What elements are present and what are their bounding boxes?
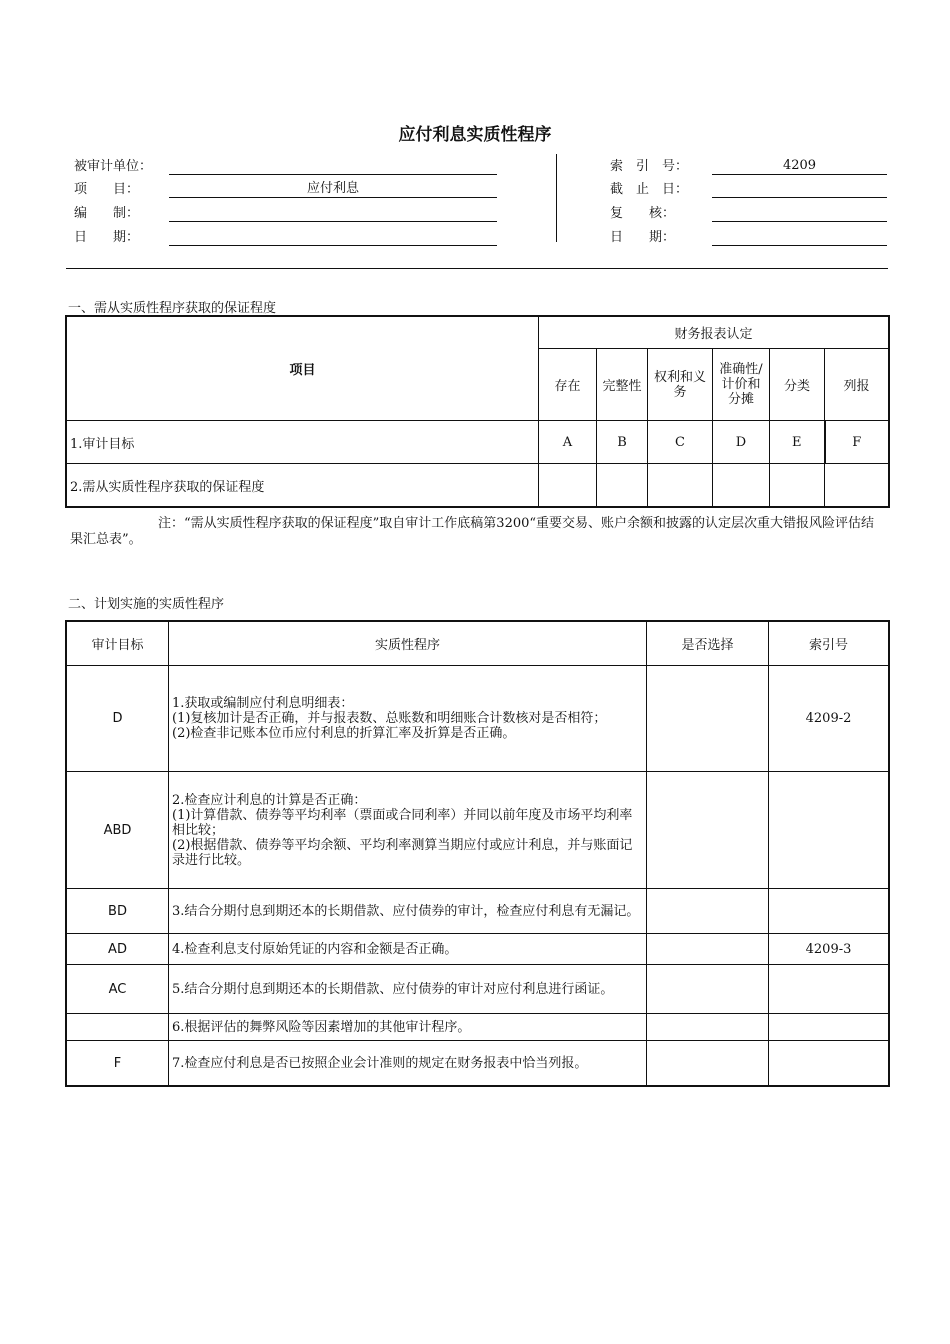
selected-cell[interactable]: [647, 666, 769, 772]
table-row: [67, 772, 889, 889]
index-cell[interactable]: [769, 965, 889, 1014]
cell-existence[interactable]: [539, 464, 597, 507]
selected-cell[interactable]: [647, 889, 769, 934]
table-row: [67, 965, 889, 1014]
auditee-label: 被审计单位：: [74, 159, 153, 174]
row-label: 1.审计目标: [67, 421, 539, 464]
col-index: 索引号: [769, 622, 889, 666]
table-row: [67, 464, 889, 507]
col-rights: 权利和义务: [648, 349, 713, 421]
col-existence: 存在: [539, 349, 597, 421]
cell-classification[interactable]: [770, 464, 825, 507]
index-cell[interactable]: [769, 1014, 889, 1041]
cutoff-field[interactable]: [712, 180, 887, 198]
procedure-text: 3.结合分期付息到期还本的长期借款、应付债券的审计，检查应付利息有无漏记。: [169, 889, 647, 934]
col-accuracy: 准确性/计价和分摊: [713, 349, 770, 421]
procedure-text: 6.根据评估的舞弊风险等因素增加的其他审计程序。: [169, 1014, 647, 1041]
reviewer-label: 复 核：: [610, 206, 676, 221]
prep-date-field[interactable]: [169, 228, 497, 246]
index-cell[interactable]: 4209-3: [769, 934, 889, 965]
audit-target: [67, 1014, 169, 1041]
audit-target: AD: [67, 934, 169, 965]
col-procedure: 实质性程序: [169, 622, 647, 666]
reviewer-field[interactable]: [712, 204, 887, 222]
header-divider: [556, 154, 557, 242]
col-selected: 是否选择: [647, 622, 769, 666]
col-classification: 分类: [770, 349, 825, 421]
cell-e[interactable]: E: [770, 421, 825, 464]
col-presentation: 列报: [825, 349, 889, 421]
index-cell[interactable]: [769, 889, 889, 934]
review-date-label: 日 期：: [610, 230, 676, 245]
index-cell[interactable]: [769, 772, 889, 889]
procedure-text: 5.结合分期付息到期还本的长期借款、应付债券的审计对应付利息进行函证。: [169, 965, 647, 1014]
row-label: 2.需从实质性程序获取的保证程度: [67, 464, 539, 507]
procedure-text: 2.检查应计利息的计算是否正确： (1)计算借款、债券等平均利率（票面或合同利率）并同以前年度及市场平均利率相比较； (2)根据借款、债券等平均余额、平均利率测算当期应付或应计利息，并与账面记录进行比较。: [169, 772, 647, 889]
table-row: [67, 1041, 889, 1086]
section1-heading: 一、需从实质性程序获取的保证程度: [68, 301, 277, 316]
review-date-field[interactable]: [712, 228, 887, 246]
header-separator: [66, 268, 888, 269]
assertion-group-header: 财务报表认定: [539, 317, 889, 349]
table-row: [67, 1014, 889, 1041]
item-header: 项目: [67, 317, 539, 421]
selected-cell[interactable]: [647, 1014, 769, 1041]
index-cell[interactable]: [769, 1041, 889, 1086]
index-cell[interactable]: 4209-2: [769, 666, 889, 772]
preparer-field[interactable]: [169, 204, 497, 222]
selected-cell[interactable]: [647, 1041, 769, 1086]
cell-completeness[interactable]: [597, 464, 648, 507]
audit-target: ABD: [67, 772, 169, 889]
audit-target: D: [67, 666, 169, 772]
table-row: [67, 666, 889, 772]
procedure-text: 4.检查利息支付原始凭证的内容和金额是否正确。: [169, 934, 647, 965]
table-row: [67, 934, 889, 965]
section1-note: 注：“需从实质性程序获取的保证程度”取自审计工作底稿第3200“重要交易、账户余额和披露的认定层次重大错报风险评估结果汇总表”。: [70, 516, 875, 547]
project-field[interactable]: 应付利息: [169, 180, 497, 198]
cell-accuracy[interactable]: [713, 464, 770, 507]
cell-rights[interactable]: [648, 464, 713, 507]
audit-target: AC: [67, 965, 169, 1014]
audit-target: F: [67, 1041, 169, 1086]
cell-f[interactable]: F: [825, 421, 889, 464]
project-label: 项 目：: [74, 182, 140, 197]
table-row: [67, 421, 889, 464]
cell-d[interactable]: D: [713, 421, 770, 464]
selected-cell[interactable]: [647, 934, 769, 965]
col-completeness: 完整性: [597, 349, 648, 421]
selected-cell[interactable]: [647, 772, 769, 889]
cell-c[interactable]: C: [648, 421, 713, 464]
cutoff-label: 截 止 日：: [610, 182, 689, 197]
index-field[interactable]: 4209: [712, 157, 887, 175]
section2-heading: 二、计划实施的实质性程序: [68, 597, 225, 612]
cell-b[interactable]: B: [597, 421, 648, 464]
cell-presentation[interactable]: [825, 464, 889, 507]
selected-cell[interactable]: [647, 965, 769, 1014]
table-row: [67, 889, 889, 934]
preparer-label: 编 制：: [74, 206, 140, 221]
procedure-text: 1.获取或编制应付利息明细表： (1)复核加计是否正确，并与报表数、总账数和明细账合计数核对是否相符； (2)检查非记账本位币应付利息的折算汇率及折算是否正确。: [169, 666, 647, 772]
index-label: 索 引 号：: [610, 159, 689, 174]
prep-date-label: 日 期：: [74, 230, 140, 245]
procedure-text: 7.检查应付利息是否已按照企业会计准则的规定在财务报表中恰当列报。: [169, 1041, 647, 1086]
cell-a[interactable]: A: [539, 421, 597, 464]
assurance-table: [66, 316, 889, 507]
auditee-field[interactable]: [169, 157, 497, 175]
procedures-table: [66, 621, 889, 1086]
audit-target: BD: [67, 889, 169, 934]
page-title: 应付利息实质性程序: [398, 125, 552, 145]
col-audit-target: 审计目标: [67, 622, 169, 666]
